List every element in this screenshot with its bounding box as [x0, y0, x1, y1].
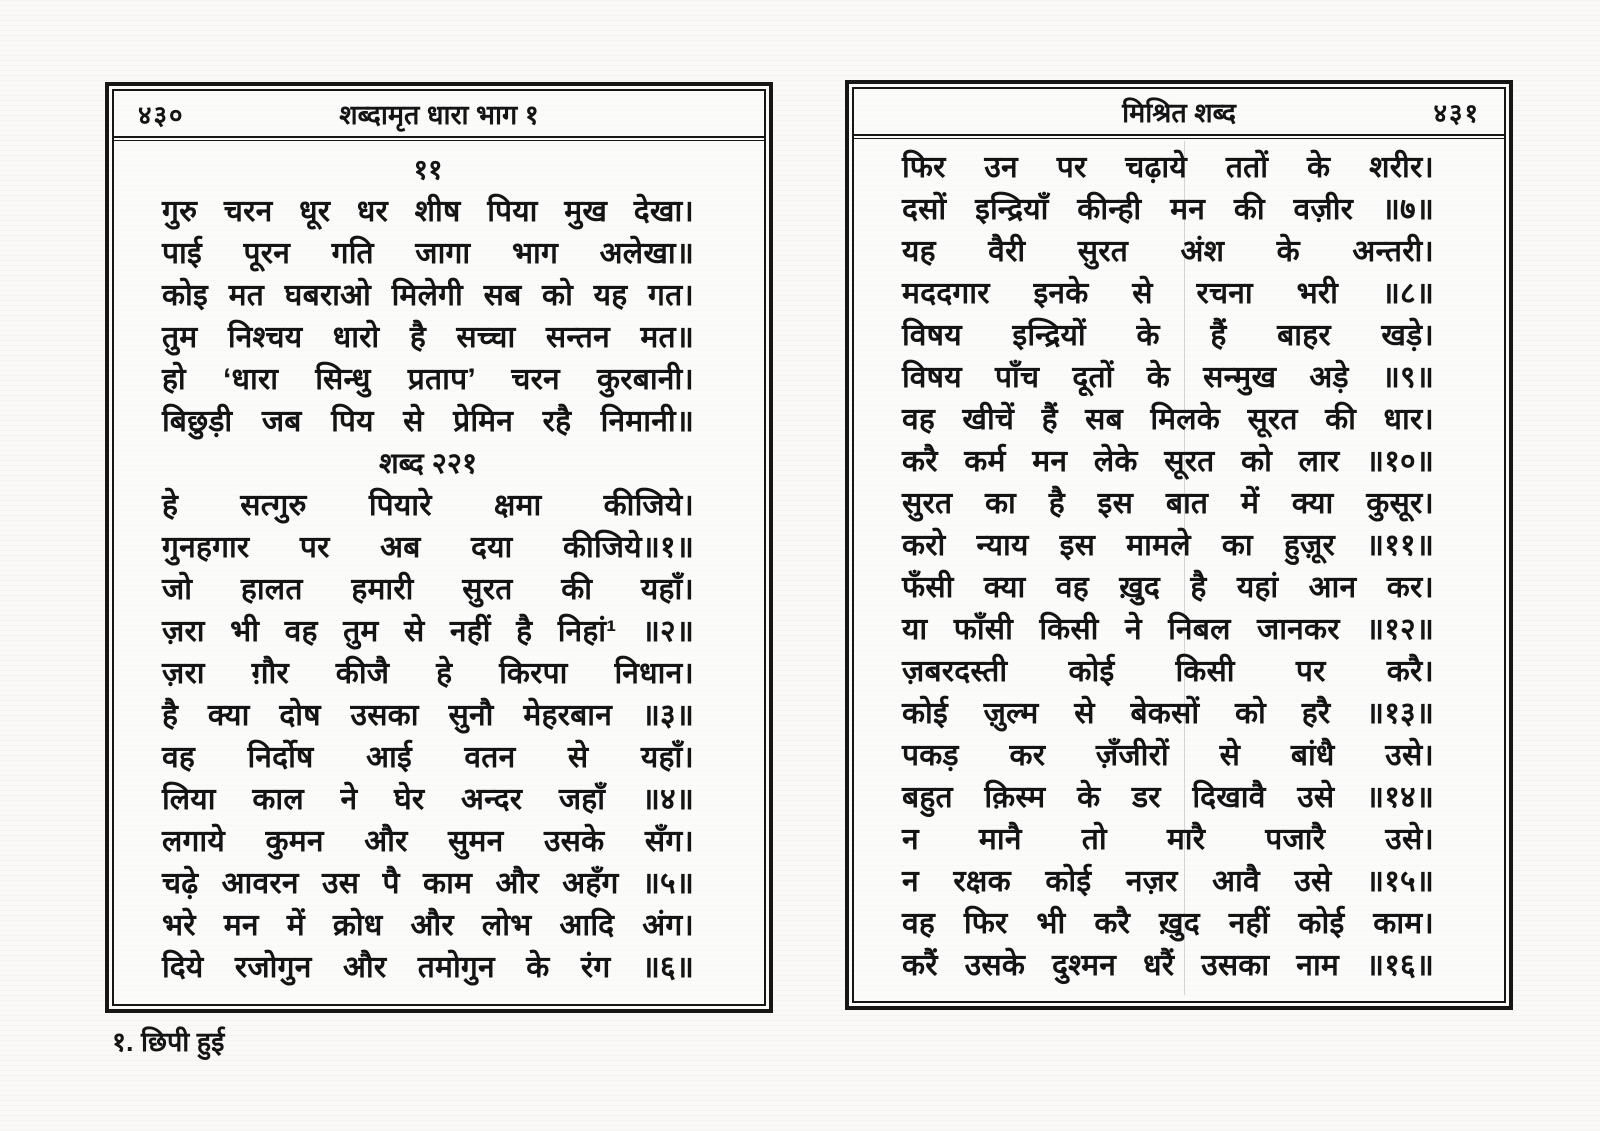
verse-line: दसों इन्द्रियाँ कीन्ही मन की वज़ीर ॥७॥: [902, 193, 1434, 226]
verse-line: ज़रा ग़ौर कीजै हे किरपा निधान।: [162, 657, 694, 690]
verse-line: ज़बरदस्ती कोई किसी पर करै।: [902, 655, 1434, 688]
left-page: [105, 82, 773, 1013]
verse-lines-top: [162, 191, 694, 443]
right-page-inner-border: [852, 87, 1506, 1003]
verse-line: बहुत क़िस्म के डर दिखावै उसे ॥१४॥: [902, 781, 1434, 814]
verse-line: विषय पाँच दूतों के सन्मुख अड़े ॥९॥: [902, 361, 1434, 394]
right-page-number: ४३१: [1433, 97, 1480, 128]
verse-lines-right: [902, 147, 1434, 987]
verse-line: पाई पूरन गति जागा भाग अलेखा॥: [162, 237, 694, 270]
verse-line: लिया काल ने घेर अन्दर जहाँ ॥४॥: [162, 783, 694, 816]
right-page-title: मिश्रित शब्द: [1122, 98, 1236, 128]
verse-line: करो न्याय इस मामले का हुज़ूर ॥११॥: [902, 529, 1434, 562]
verse-line: गुनहगार पर अब दया कीजिये॥१॥: [162, 531, 694, 564]
verse-line: या फाँसी किसी ने निबल जानकर ॥१२॥: [902, 613, 1434, 646]
right-page: [845, 80, 1513, 1010]
left-page-number: ४३०: [138, 99, 185, 130]
verse-line: तुम निश्चय धारो है सच्चा सन्तन मत॥: [162, 321, 694, 354]
verse-line: है क्या दोष उसका सुनौ मेहरबान ॥३॥: [162, 699, 694, 732]
verse-line: करै कर्म मन लेके सूरत को लार ॥१०॥: [902, 445, 1434, 478]
left-page-header: [114, 91, 764, 136]
left-page-inner-border: [112, 89, 766, 1006]
left-page-title: शब्दामृत धारा भाग १: [339, 100, 539, 130]
verse-line: बिछुड़ी जब पिय से प्रेमिन रहै निमानी॥: [162, 405, 694, 438]
verse-line: मददगार इनके से रचना भरी ॥८॥: [902, 277, 1434, 310]
verse-line: लगाये कुमन और सुमन उसके सँग।: [162, 825, 694, 858]
shabd-heading: शब्द २२१: [378, 448, 478, 480]
verse-line: दिये रजोगुन और तमोगुन के रंग ॥६॥: [162, 951, 694, 984]
right-page-body: [854, 139, 1504, 1001]
left-page-body: [114, 141, 764, 1004]
verse-line: फिर उन पर चढ़ाये ततों के शरीर।: [902, 151, 1434, 184]
verse-line: फँसी क्या वह ख़ुद है यहां आन कर।: [902, 571, 1434, 604]
verse-line: भरे मन में क्रोध और लोभ आदि अंग।: [162, 909, 694, 942]
verse-line: हो ‘धारा सिन्धु प्रताप’ चरन कुरबानी।: [162, 363, 694, 396]
verse-line: सुरत का है इस बात में क्या कुसूर।: [902, 487, 1434, 520]
verse-line: ज़रा भी वह तुम से नहीं है निहां¹ ॥२॥: [162, 615, 694, 648]
verse-line: न रक्षक कोई नज़र आवै उसे ॥१५॥: [902, 865, 1434, 898]
footnote: १. छिपी हुई: [112, 1027, 225, 1057]
verse-line: पकड़ कर ज़ँजीरों से बांधै उसे।: [902, 739, 1434, 772]
verse-line: कोई ज़ुल्म से बेकसों को हरै ॥१३॥: [902, 697, 1434, 730]
verse-line: वह निर्दोष आई वतन से यहाँ।: [162, 741, 694, 774]
verse-line: हे सत्गुरु पियारे क्षमा कीजिये।: [162, 489, 694, 522]
verse-line: विषय इन्द्रियों के हैं बाहर खड़े।: [902, 319, 1434, 352]
verse-line: वह खीचें हैं सब मिलके सूरत की धार।: [902, 403, 1434, 436]
shabd-lines: [162, 485, 694, 989]
verse-line: गुरु चरन धूर धर शीष पिया मुख देखा।: [162, 195, 694, 228]
verse-line: चढ़े आवरन उस पै काम और अहँग ॥५॥: [162, 867, 694, 900]
right-page-header: [854, 89, 1504, 134]
verse-line: कोइ मत घबराओ मिलेगी सब को यह गत।: [162, 279, 694, 312]
verse-section-number: ११: [413, 154, 443, 185]
verse-line: वह फिर भी करै ख़ुद नहीं कोई काम।: [902, 907, 1434, 940]
verse-line: न मानै तो मारै पजारै उसे।: [902, 823, 1434, 856]
verse-line: यह वैरी सुरत अंश के अन्तरी।: [902, 235, 1434, 268]
verse-line: करैं उसके दुश्मन धरैं उसका नाम ॥१६॥: [902, 949, 1434, 982]
verse-line: जो हालत हमारी सुरत की यहाँ।: [162, 573, 694, 606]
